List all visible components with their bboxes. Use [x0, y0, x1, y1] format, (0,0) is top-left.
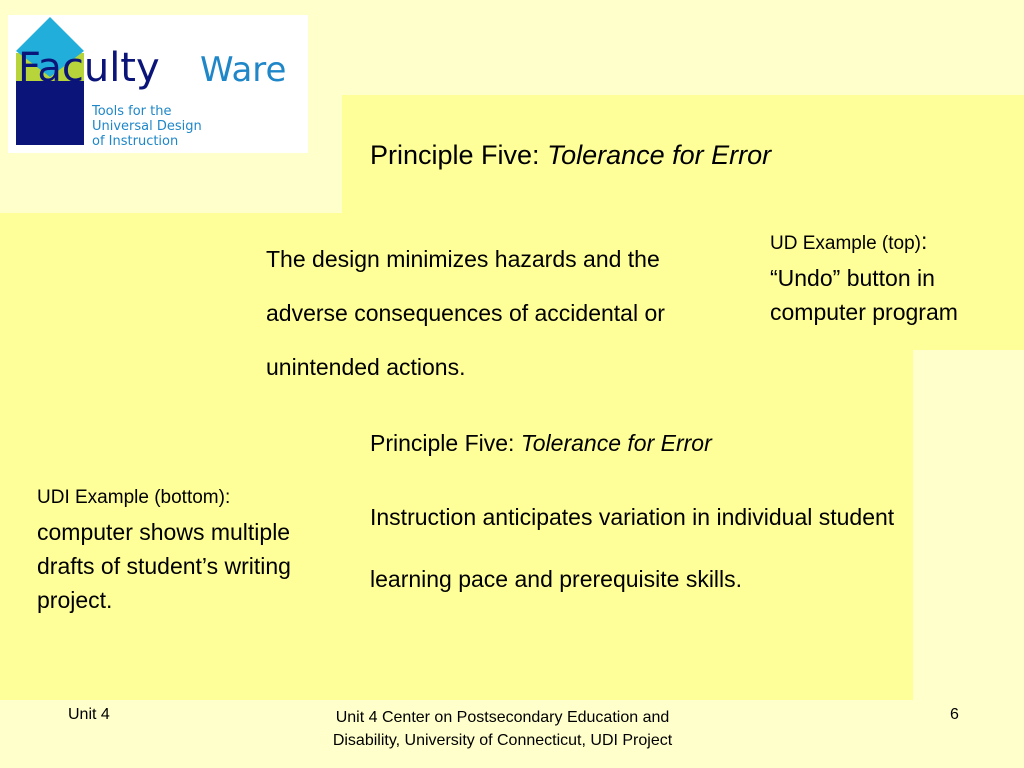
logo-name-primary: Faculty [18, 45, 160, 91]
ud-example-colon: : [921, 228, 928, 254]
slide-title-italic: Tolerance for Error [547, 140, 772, 170]
logo-tagline-line-2: Universal Design [92, 119, 202, 134]
udi-example-box [37, 478, 317, 617]
logo-tagline-line-1: Tools for the [92, 104, 172, 119]
slide-title-prefix: Principle Five: [370, 140, 548, 170]
logo-tagline-line-3: of Instruction [92, 134, 179, 149]
logo-name-secondary: Ware [200, 50, 287, 90]
footer-center-line-1: Unit 4 Center on Postsecondary Education and [335, 709, 670, 726]
slide-subtitle-prefix: Principle Five: [370, 430, 521, 456]
ud-example-label: UD Example (top) [770, 233, 921, 254]
ud-example-text: “Undo” button in computer program [770, 265, 958, 325]
footer-center-line-2: Disability, University of Connecticut, UDI Project [332, 732, 673, 749]
footer-unit-label: Unit 4 [68, 706, 110, 723]
slide-subtitle [370, 430, 712, 457]
ud-example-box [770, 224, 1020, 329]
udi-example-text: computer shows multiple drafts of student’s writing project. [37, 519, 291, 613]
principle-definition-top: The design minimizes hazards and the adverse consequences of accidental or unintended actions. [266, 246, 665, 380]
udi-example-label: UDI Example (bottom): [37, 487, 231, 508]
slide-title [370, 140, 771, 171]
facultyware-logo [8, 15, 308, 153]
slide-subtitle-italic: Tolerance for Error [520, 430, 712, 456]
footer-center-text [250, 706, 755, 752]
principle-definition-bottom: Instruction anticipates variation in individual student learning pace and prerequisite skills. [370, 504, 895, 592]
slide-number: 6 [950, 706, 959, 723]
